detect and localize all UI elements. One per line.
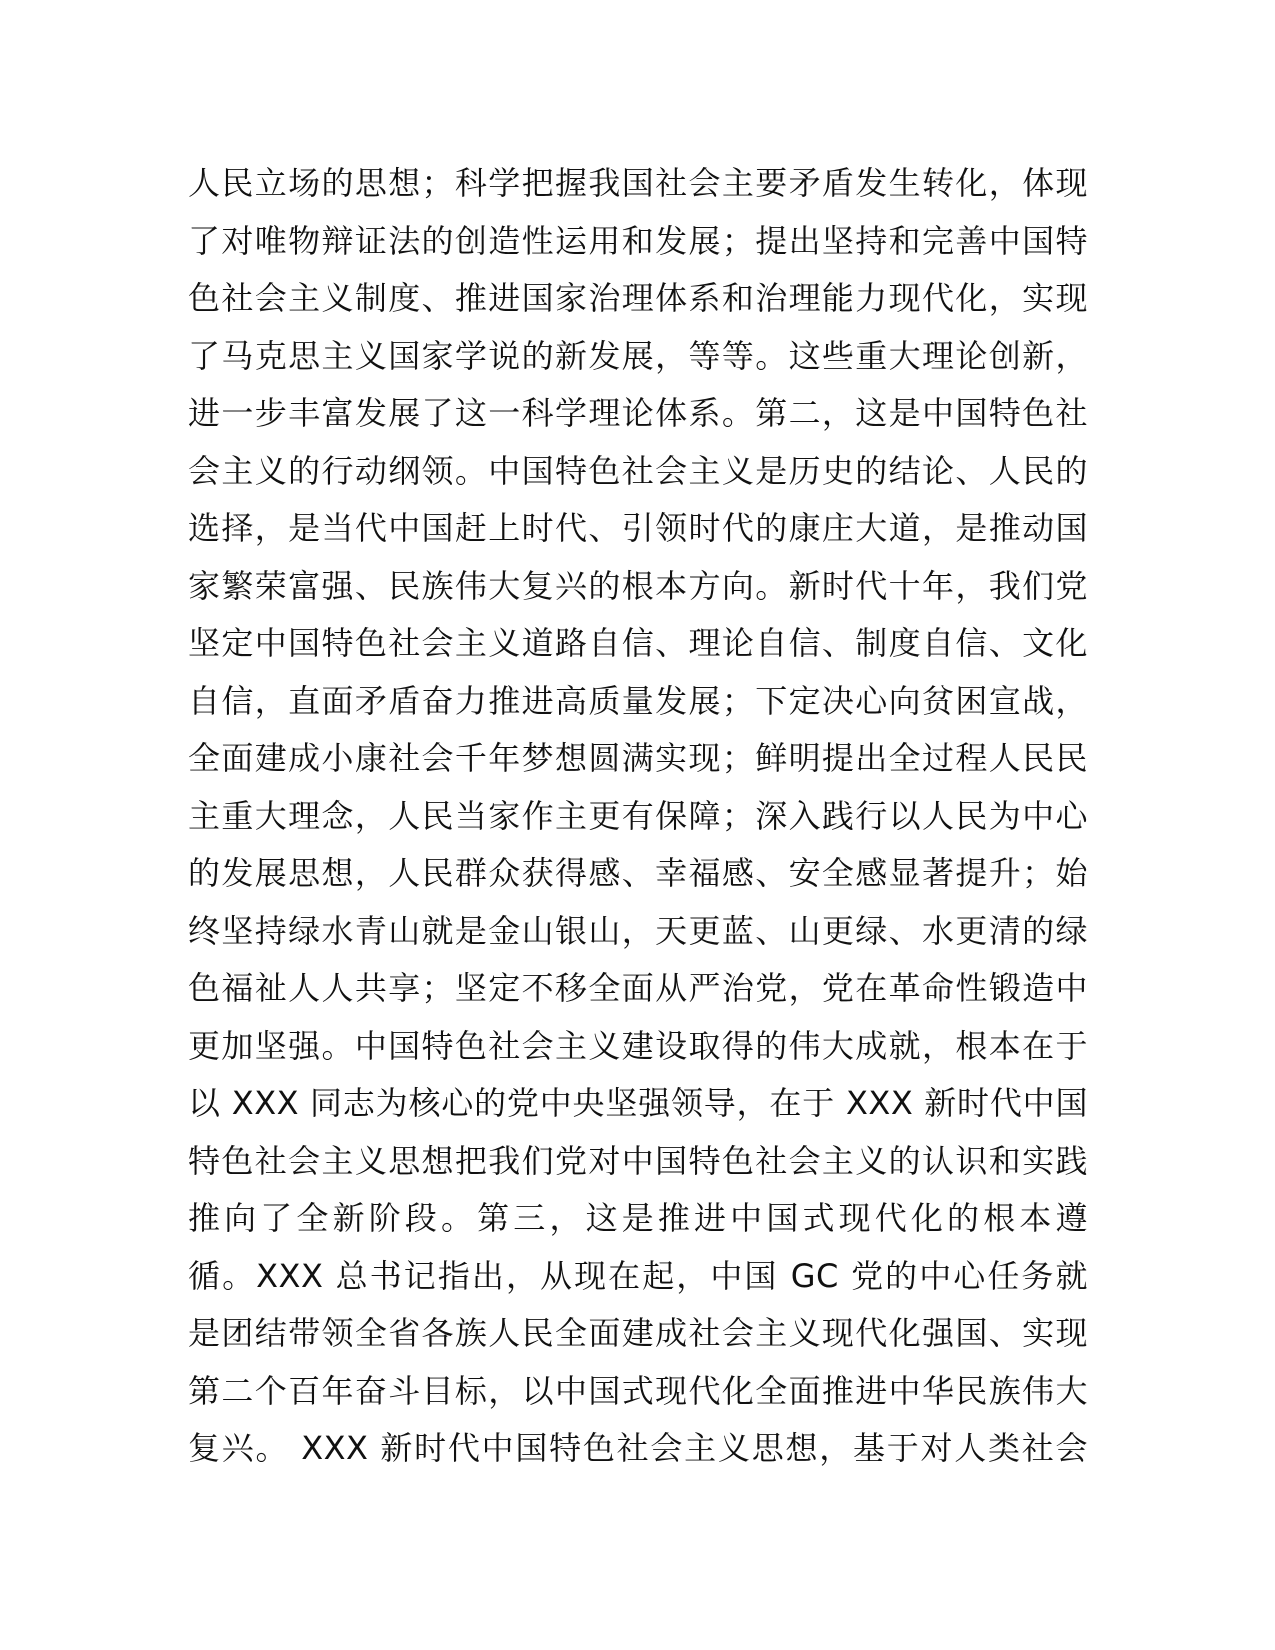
text-line-2: 了对唯物辩证法的创造性运用和发展；提出坚持和完善中国特	[188, 221, 1088, 260]
text-line-16: 更加坚强。中国特色社会主义建设取得的伟大成就，根本在于	[188, 1026, 1088, 1065]
text-line-23: 复兴。 XXX 新时代中国特色社会主义思想，基于对人类社会	[188, 1429, 1088, 1467]
text-line-6: 会主义的行动纲领。中国特色社会主义是历史的结论、人民的	[188, 451, 1088, 490]
text-line-21: 是团结带领全省各族人民全面建成社会主义现代化强国、实现	[188, 1314, 1088, 1352]
text-line-22: 第二个百年奋斗目标，以中国式现代化全面推进中华民族伟大	[188, 1371, 1088, 1410]
text-line-1: 人民立场的思想；科学把握我国社会主要矛盾发生转化，体现	[188, 164, 1088, 202]
text-line-15: 色福祉人人共享；坚定不移全面从严治党，党在革命性锻造中	[188, 969, 1088, 1007]
text-line-13: 的发展思想，人民群众获得感、幸福感、安全感显著提升；始	[188, 854, 1088, 892]
text-line-10: 自信，直面矛盾奋力推进高质量发展；下定决心向贫困宣战，	[188, 681, 1088, 720]
text-line-7: 选择，是当代中国赶上时代、引领时代的康庄大道，是推动国	[188, 509, 1088, 547]
text-line-8: 家繁荣富强、民族伟大复兴的根本方向。新时代十年，我们党	[188, 566, 1088, 605]
text-line-14: 终坚持绿水青山就是金山银山，天更蓝、山更绿、水更清的绿	[188, 911, 1088, 950]
text-line-19: 推向了全新阶段。第三，这是推进中国式现代化的根本遵	[188, 1199, 1088, 1237]
text-line-3: 色社会主义制度、推进国家治理体系和治理能力现代化，实现	[188, 279, 1088, 317]
text-line-9: 坚定中国特色社会主义道路自信、理论自信、制度自信、文化	[188, 624, 1088, 662]
text-line-12: 主重大理念，人民当家作主更有保障；深入践行以人民为中心	[188, 796, 1088, 835]
text-line-4: 了马克思主义国家学说的新发展，等等。这些重大理论创新，	[188, 336, 1088, 375]
text-line-11: 全面建成小康社会千年梦想圆满实现；鲜明提出全过程人民民	[188, 739, 1088, 777]
text-line-18: 特色社会主义思想把我们党对中国特色社会主义的认识和实践	[188, 1141, 1088, 1180]
text-line-17: 以 XXX 同志为核心的党中央坚强领导，在于 XXX 新时代中国	[188, 1084, 1088, 1122]
text-line-20: 循。XXX 总书记指出，从现在起，中国 GC 党的中心任务就	[188, 1256, 1088, 1295]
body-text	[188, 155, 1088, 1478]
text-line-5: 进一步丰富发展了这一科学理论体系。第二，这是中国特色社	[188, 394, 1088, 432]
